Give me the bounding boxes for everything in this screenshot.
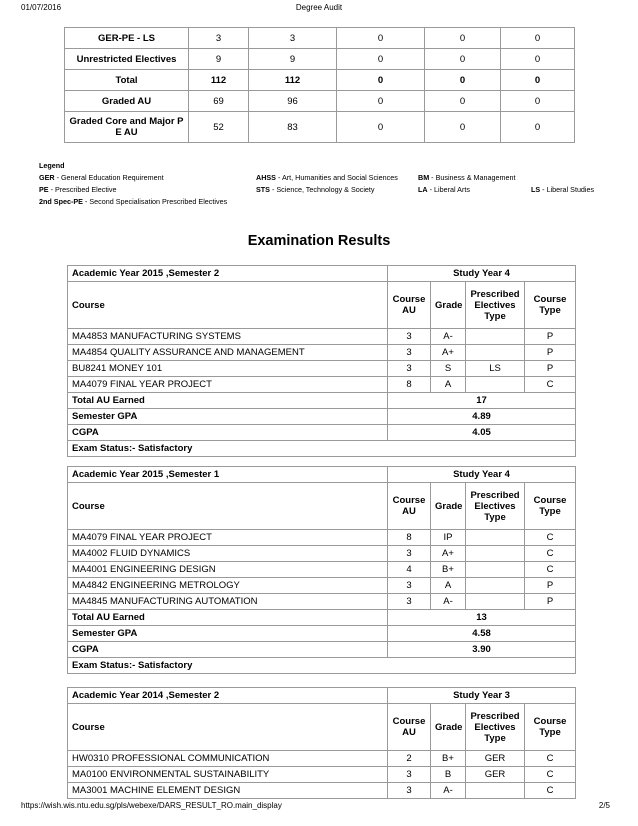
course-type: C: [525, 562, 576, 578]
legend-title: Legend: [39, 161, 65, 170]
summary-value: 0: [501, 112, 575, 143]
legend: [39, 160, 619, 208]
course-au: 2: [388, 751, 431, 767]
summary-value: 0: [501, 49, 575, 70]
summary-value: 9: [189, 49, 249, 70]
course-name: MA4845 MANUFACTURING AUTOMATION: [68, 594, 388, 610]
legend-item-ahss: AHSS - Art, Humanities and Social Sciences: [256, 173, 398, 182]
course-grade: B: [431, 767, 466, 783]
total-au-row: [68, 393, 576, 409]
summary-row: [65, 49, 575, 70]
course-type: C: [525, 546, 576, 562]
legend-item-spec-pe: 2nd Spec-PE - Second Specialisation Prescribed Electives: [39, 197, 228, 206]
course-au: 4: [388, 562, 431, 578]
course-grade: A+: [431, 345, 466, 361]
table-row: [68, 594, 576, 610]
section-title: Examination Results: [247, 233, 391, 249]
cgpa-row: [68, 642, 576, 658]
cgpa-row: [68, 425, 576, 441]
total-au-label: Total AU Earned: [68, 610, 388, 626]
table-row: [68, 562, 576, 578]
course-name: MA0100 ENVIRONMENTAL SUSTAINABILITY: [68, 767, 388, 783]
table-row: [68, 546, 576, 562]
course-type: C: [525, 783, 576, 799]
course-au: 8: [388, 377, 431, 393]
course-pe-type: [466, 594, 525, 610]
summary-label: Unrestricted Electives: [65, 49, 189, 70]
course-au: 3: [388, 578, 431, 594]
table-row: [68, 345, 576, 361]
course-pe-type: [466, 578, 525, 594]
total-au-row: [68, 610, 576, 626]
study-year: Study Year 3: [388, 688, 576, 704]
semester-title: Academic Year 2014 ,Semester 2: [68, 688, 388, 704]
course-grade: A: [431, 377, 466, 393]
course-type: C: [525, 751, 576, 767]
table-row: [68, 783, 576, 799]
exam-status: Exam Status:- Satisfactory: [68, 658, 576, 674]
col-header-pe-type: Prescribed Electives Type: [466, 483, 525, 530]
course-name: MA4002 FLUID DYNAMICS: [68, 546, 388, 562]
course-grade: A: [431, 578, 466, 594]
course-pe-type: [466, 377, 525, 393]
study-year: Study Year 4: [388, 467, 576, 483]
course-grade: S: [431, 361, 466, 377]
course-au: 3: [388, 546, 431, 562]
summary-value: 0: [501, 91, 575, 112]
exam-status-row: [68, 441, 576, 457]
print-date: 01/07/2016: [21, 3, 62, 12]
col-header-course: Course: [68, 704, 388, 751]
summary-value: 52: [189, 112, 249, 143]
col-header-grade: Grade: [431, 483, 466, 530]
summary-value: 112: [249, 70, 337, 91]
semester-gpa-label: Semester GPA: [68, 626, 388, 642]
course-name: MA4842 ENGINEERING METROLOGY: [68, 578, 388, 594]
summary-value: 0: [501, 28, 575, 49]
summary-value: 0: [337, 91, 425, 112]
course-name: MA3001 MACHINE ELEMENT DESIGN: [68, 783, 388, 799]
semester-gpa-row: [68, 409, 576, 425]
column-header-row: [68, 483, 576, 530]
col-header-course-type: Course Type: [525, 483, 576, 530]
legend-item-la: LA - Liberal Arts: [418, 185, 470, 194]
course-au: 3: [388, 594, 431, 610]
legend-item-ger: GER - General Education Requirement: [39, 173, 164, 182]
legend-item-bm: BM - Business & Management: [418, 173, 516, 182]
semester-header-row: [68, 467, 576, 483]
semester-gpa-value: 4.58: [388, 626, 576, 642]
summary-value: 0: [337, 49, 425, 70]
summary-row: [65, 70, 575, 91]
course-pe-type: [466, 562, 525, 578]
summary-value: 0: [425, 70, 501, 91]
au-summary-table: [64, 27, 575, 143]
table-row: [68, 767, 576, 783]
summary-value: 96: [249, 91, 337, 112]
summary-value: 0: [337, 112, 425, 143]
course-pe-type: [466, 530, 525, 546]
summary-value: 3: [189, 28, 249, 49]
legend-item-pe: PE - Prescribed Elective: [39, 185, 117, 194]
course-type: P: [525, 594, 576, 610]
course-name: BU8241 MONEY 101: [68, 361, 388, 377]
cgpa-value: 3.90: [388, 642, 576, 658]
total-au-value: 17: [388, 393, 576, 409]
semester-table: [67, 466, 576, 674]
print-title: Degree Audit: [295, 3, 343, 12]
course-pe-type: [466, 546, 525, 562]
col-header-pe-type: Prescribed Electives Type: [466, 704, 525, 751]
course-grade: B+: [431, 751, 466, 767]
legend-item-ls: LS - Liberal Studies: [531, 185, 595, 194]
course-name: MA4079 FINAL YEAR PROJECT: [68, 377, 388, 393]
course-grade: A-: [431, 329, 466, 345]
col-header-grade: Grade: [431, 282, 466, 329]
table-row: [68, 578, 576, 594]
summary-value: 3: [249, 28, 337, 49]
course-type: P: [525, 329, 576, 345]
semester-header-row: [68, 688, 576, 704]
summary-value: 0: [425, 91, 501, 112]
summary-row: [65, 91, 575, 112]
col-header-au: Course AU: [388, 483, 431, 530]
course-type: C: [525, 377, 576, 393]
course-grade: IP: [431, 530, 466, 546]
course-type: P: [525, 361, 576, 377]
course-name: MA4853 MANUFACTURING SYSTEMS: [68, 329, 388, 345]
course-pe-type: [466, 345, 525, 361]
course-type: P: [525, 345, 576, 361]
course-name: HW0310 PROFESSIONAL COMMUNICATION: [68, 751, 388, 767]
cgpa-value: 4.05: [388, 425, 576, 441]
summary-value: 0: [425, 49, 501, 70]
table-row: [68, 361, 576, 377]
exam-status-row: [68, 658, 576, 674]
legend-row: [39, 172, 619, 184]
col-header-course: Course: [68, 483, 388, 530]
course-grade: A-: [431, 594, 466, 610]
summary-value: 0: [337, 28, 425, 49]
cgpa-label: CGPA: [68, 642, 388, 658]
course-au: 8: [388, 530, 431, 546]
course-pe-type: [466, 329, 525, 345]
col-header-grade: Grade: [431, 704, 466, 751]
semester-gpa-label: Semester GPA: [68, 409, 388, 425]
col-header-au: Course AU: [388, 282, 431, 329]
column-header-row: [68, 282, 576, 329]
study-year: Study Year 4: [388, 266, 576, 282]
col-header-course-type: Course Type: [525, 704, 576, 751]
col-header-course: Course: [68, 282, 388, 329]
table-row: [68, 377, 576, 393]
summary-row: [65, 28, 575, 49]
course-grade: B+: [431, 562, 466, 578]
course-au: 3: [388, 345, 431, 361]
summary-value: 0: [425, 28, 501, 49]
course-name: MA4001 ENGINEERING DESIGN: [68, 562, 388, 578]
semester-table: [67, 265, 576, 457]
course-au: 3: [388, 767, 431, 783]
course-grade: A+: [431, 546, 466, 562]
course-type: C: [525, 530, 576, 546]
summary-label: Total: [65, 70, 189, 91]
legend-item-sts: STS - Science, Technology & Society: [256, 185, 375, 194]
course-pe-type: [466, 783, 525, 799]
semester-header-row: [68, 266, 576, 282]
col-header-au: Course AU: [388, 704, 431, 751]
course-type: C: [525, 767, 576, 783]
summary-value: 9: [249, 49, 337, 70]
summary-value: 0: [501, 70, 575, 91]
total-au-label: Total AU Earned: [68, 393, 388, 409]
course-pe-type: LS: [466, 361, 525, 377]
page-number: 2/5: [598, 801, 610, 810]
summary-label: GER-PE - LS: [65, 28, 189, 49]
course-pe-type: GER: [466, 751, 525, 767]
legend-row: [39, 196, 619, 208]
course-au: 3: [388, 361, 431, 377]
summary-value: 0: [425, 112, 501, 143]
semester-gpa-value: 4.89: [388, 409, 576, 425]
course-name: MA4854 QUALITY ASSURANCE AND MANAGEMENT: [68, 345, 388, 361]
semester-title: Academic Year 2015 ,Semester 1: [68, 467, 388, 483]
summary-label: Graded Core and Major P E AU: [65, 112, 189, 143]
semester-title: Academic Year 2015 ,Semester 2: [68, 266, 388, 282]
summary-label: Graded AU: [65, 91, 189, 112]
legend-row: [39, 184, 619, 196]
summary-row: [65, 112, 575, 143]
cgpa-label: CGPA: [68, 425, 388, 441]
exam-status: Exam Status:- Satisfactory: [68, 441, 576, 457]
semester-table: [67, 687, 576, 799]
course-type: P: [525, 578, 576, 594]
col-header-course-type: Course Type: [525, 282, 576, 329]
total-au-value: 13: [388, 610, 576, 626]
course-name: MA4079 FINAL YEAR PROJECT: [68, 530, 388, 546]
col-header-pe-type: Prescribed Electives Type: [466, 282, 525, 329]
table-row: [68, 530, 576, 546]
summary-value: 112: [189, 70, 249, 91]
course-grade: A-: [431, 783, 466, 799]
table-row: [68, 329, 576, 345]
print-url: https://wish.wis.ntu.edu.sg/pls/webexe/DARS_RESULT_RO.main_display: [21, 801, 282, 810]
course-au: 3: [388, 783, 431, 799]
summary-value: 69: [189, 91, 249, 112]
course-pe-type: GER: [466, 767, 525, 783]
summary-value: 0: [337, 70, 425, 91]
course-au: 3: [388, 329, 431, 345]
semester-gpa-row: [68, 626, 576, 642]
table-row: [68, 751, 576, 767]
column-header-row: [68, 704, 576, 751]
summary-value: 83: [249, 112, 337, 143]
